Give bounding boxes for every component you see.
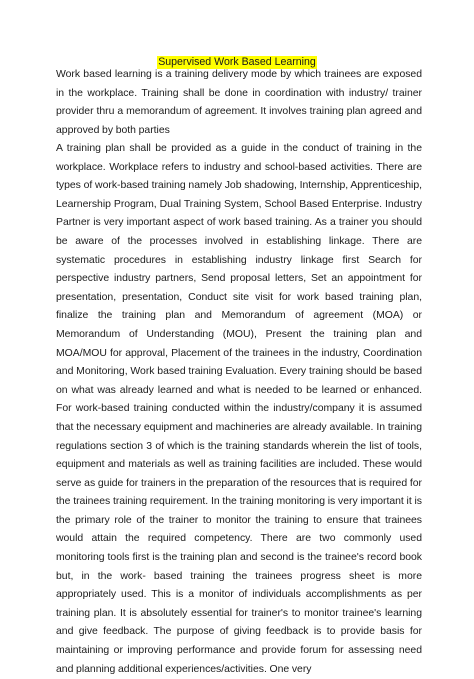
document-title: Supervised Work Based Learning bbox=[158, 56, 316, 68]
paragraph-intro: Work based learning is a training delivery mode by which trainees are exposed in the workplace. Training shall be done in coordination with industry/ trainer provider thru a memorandum of agreement. It involves training plan agreed and approved by both parties bbox=[56, 69, 422, 136]
paragraph-training-plan: A training plan shall be provided as a guide in the conduct of training in the workplace. Workplace refers to industry and school-based activities. There are types of work-based training namely Job shadowing, Internship, Apprenticeship, Learnership Program, Dual Training System, School Based Enterprise. Industry Partner is very important aspect of work based training. As a trainer you should be aware of the processes involved in establishing linkage. There are systematic procedures in establishing industry linkage first Search for perspective industry partners, Send proposal letters, Set an appointment for presentation, presentation, Conduct site visit for work based training plan, finalize the training plan and Memorandum of agreement (MOA) or Memorandum of Understanding (MOU), Present the training plan and MOA/MOU for approval, Placement of the trainees in the industry, Coordination and Monitoring, Work based training Evaluation. Every training should be based on what was already learned and what is needed to be learned or enhanced. For work-based training conducted within the industry/company it is assumed that the necessary equipment and machineries are already available. In training regulations section 3 of which is the training standards wherein the list of tools, equipment and materials as well as training facilities are included. These would serve as guide for trainers in the preparation of the resources that is required for the trainees training requirement. In the training monitoring is very important it is the primary role of the trainer to monitor the training to ensure that trainees would attain the required competency. There are two commonly used monitoring tools first is the training plan and second is the trainee's record book but, in the work- based training the trainees progress sheet is more appropriately used. This is a monitor of individuals accomplishments as per training plan. It is absolutely essential for trainer's to monitor trainee's learning and give feedback. The purpose of giving feedback is to provide basis for maintaining or improving performance and provide forum for assessing need and planning additional experiences/activities. One very bbox=[56, 143, 422, 675]
